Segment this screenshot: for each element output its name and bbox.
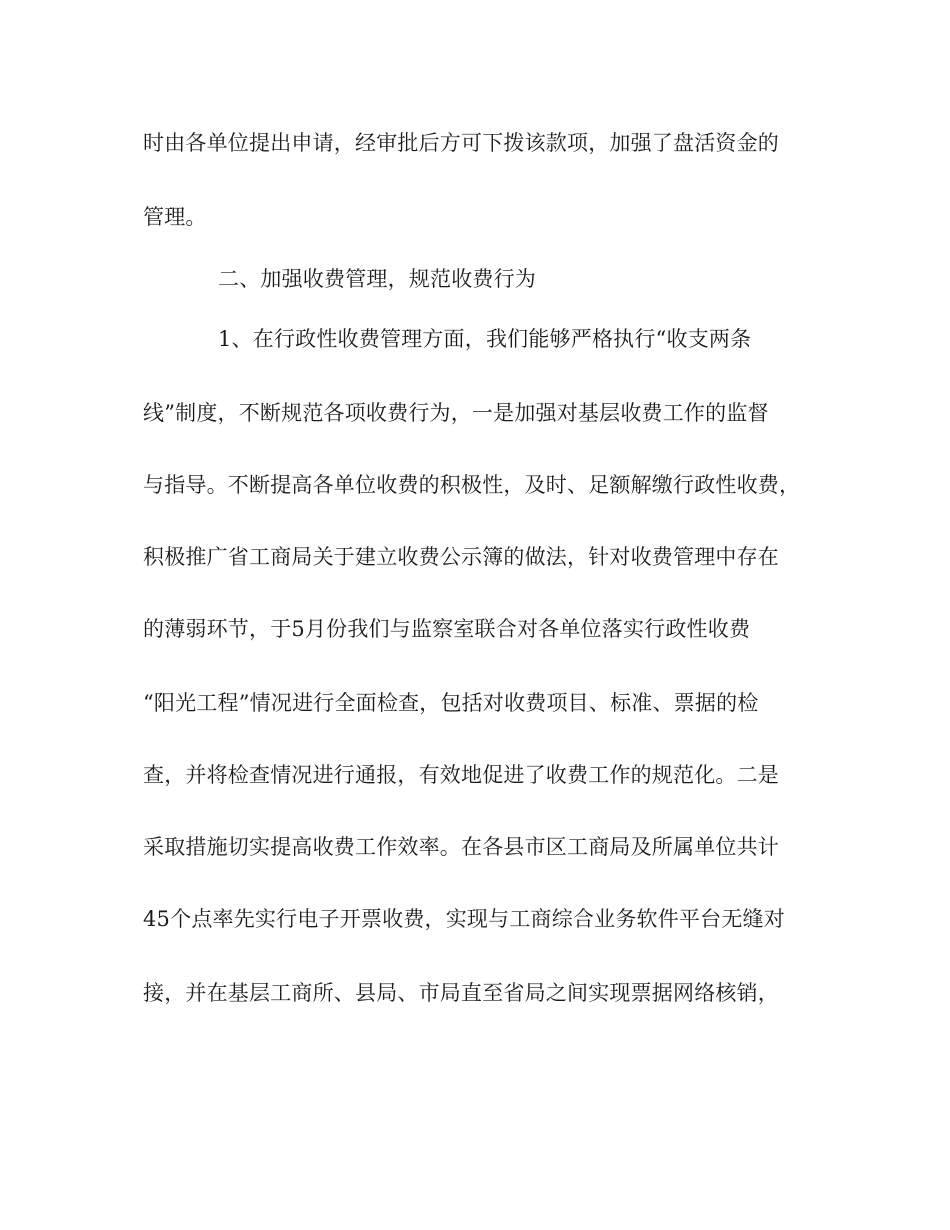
paragraph-line-6: 积极推广省工商局关于建立收费公示簿的做法，针对收费管理中存在 [143,545,779,569]
section-heading: 二、加强收费管理，规范收费行为 [218,267,536,291]
paragraph-line-12: 接，并在基层工商所、县局、市局直至省局之间实现票据网络核销， [143,981,779,1005]
paragraph-line-2: 管理。 [143,205,207,229]
paragraph-line-10: 采取措施切实提高收费工作效率。在各县市区工商局及所属单位共计 [143,835,779,859]
paragraph-line-8: “阳光工程”情况进行全面检查，包括对收费项目、标准、票据的检 [143,691,759,715]
paragraph-line-4: 线”制度，不断规范各项收费行为，一是加强对基层收费工作的监督 [143,401,769,425]
paragraph-line-1: 时由各单位提出申请，经审批后方可下拨该款项，加强了盘活资金的 [143,131,779,155]
paragraph-line-3: 1、在行政性收费管理方面，我们能够严格执行“收支两条 [218,327,752,351]
paragraph-line-7: 的薄弱环节，于5月份我们与监察室联合对各单位落实行政性收费 [143,617,751,641]
paragraph-line-9: 查，并将检查情况进行通报，有效地促进了收费工作的规范化。二是 [143,763,779,787]
paragraph-line-5: 与指导。不断提高各单位收费的积极性，及时、足额解缴行政性收费， [143,473,801,497]
paragraph-line-11: 45个点率先实行电子开票收费，实现与工商综合业务软件平台无缝对 [143,907,785,931]
